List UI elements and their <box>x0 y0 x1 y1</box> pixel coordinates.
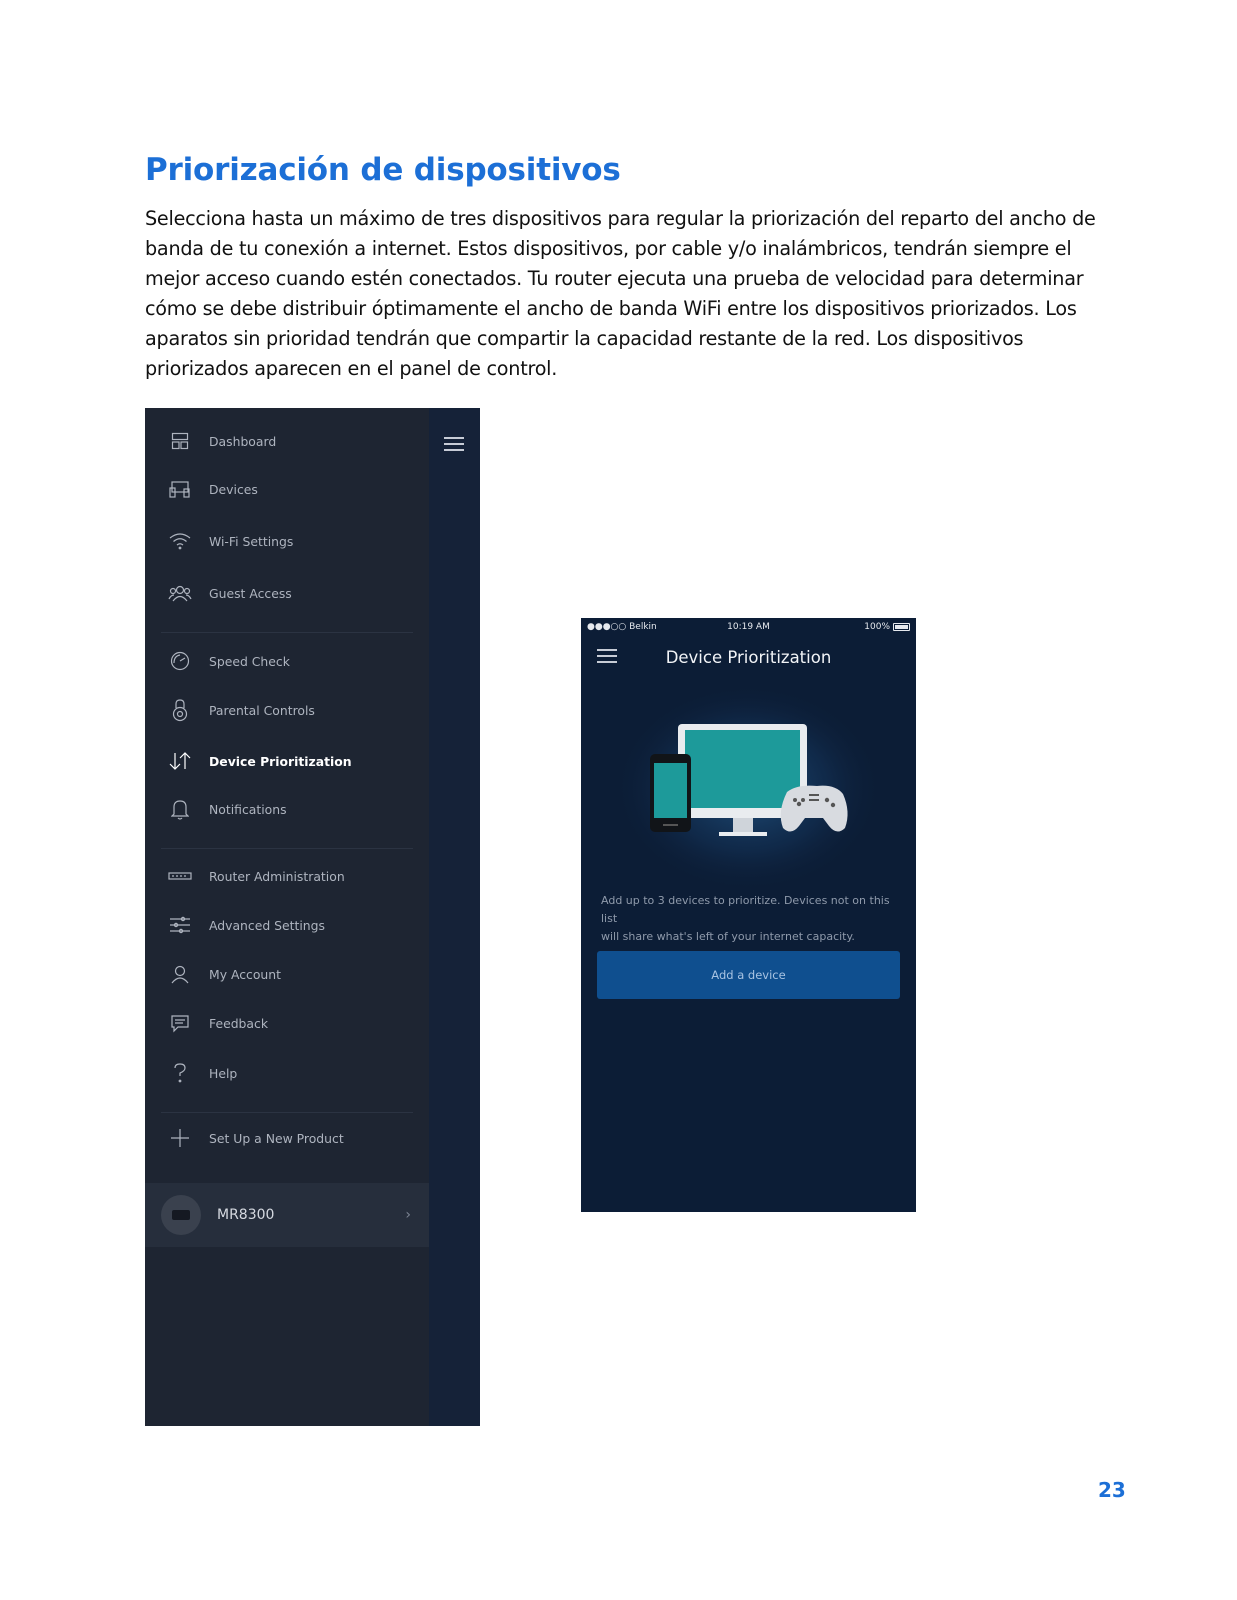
router-avatar <box>161 1195 201 1235</box>
menu-item-help[interactable] <box>165 1060 425 1086</box>
menu-item-dashboard[interactable] <box>165 428 425 454</box>
intro-paragraph <box>145 204 1125 384</box>
intro-line: aparatos sin prioridad tendrán que compartir la capacidad restante de la red. Los dispositivos <box>145 327 1024 350</box>
status-time: 10:19 AM <box>727 622 770 632</box>
menu-item-label: Wi-Fi Settings <box>209 533 294 549</box>
priority-arrows-icon <box>165 748 195 774</box>
device-row[interactable] <box>145 1183 429 1247</box>
question-icon <box>165 1060 195 1086</box>
router-icon <box>165 863 195 889</box>
intro-line: priorizados aparecen en el panel de control. <box>145 357 558 380</box>
menu-item-wifi-settings[interactable] <box>165 528 425 554</box>
menu-divider <box>161 1112 413 1113</box>
menu-item-label: Set Up a New Product <box>209 1130 344 1146</box>
menu-item-device-prioritization[interactable] <box>165 748 425 774</box>
menu-screenshot <box>145 408 480 1426</box>
menu-item-label: My Account <box>209 966 281 982</box>
bell-icon <box>165 796 195 822</box>
devices-illustration <box>611 688 886 888</box>
speedometer-icon <box>165 648 195 674</box>
guest-icon <box>165 580 195 606</box>
menu-item-set-up-new-product[interactable] <box>165 1125 425 1151</box>
menu-item-devices[interactable] <box>165 476 425 502</box>
device-name: MR8300 <box>217 1207 275 1223</box>
menu-item-label: Parental Controls <box>209 702 315 718</box>
battery-icon <box>893 623 910 631</box>
chevron-right-icon: › <box>405 1207 411 1223</box>
status-bar <box>581 618 916 636</box>
hamburger-menu-icon[interactable] <box>444 437 464 451</box>
intro-line: Selecciona hasta un máximo de tres dispositivos para regular la priorización del reparto del ancho de <box>145 207 1096 230</box>
intro-line: cómo se debe distribuir óptimamente el ancho de banda WiFi entre los dispositivos priorizados. Los <box>145 297 1077 320</box>
menu-divider <box>161 632 413 633</box>
menu-item-label: Notifications <box>209 801 287 817</box>
screen-title: Device Prioritization <box>665 648 832 667</box>
message-line: Add up to 3 devices to prioritize. Devices not on this list <box>601 894 890 925</box>
menu-item-label: Feedback <box>209 1015 269 1031</box>
dashboard-icon <box>165 428 195 454</box>
wifi-icon <box>165 528 195 554</box>
prioritize-message <box>601 892 901 946</box>
user-icon <box>165 961 195 987</box>
menu-item-label: Devices <box>209 481 258 497</box>
menu-item-advanced-settings[interactable] <box>165 912 425 938</box>
menu-side-strip <box>429 408 480 1426</box>
menu-item-label: Help <box>209 1065 238 1081</box>
intro-line: banda de tu conexión a internet. Estos dispositivos, por cable y/o inalámbricos, tendrán siempre el <box>145 237 1072 260</box>
menu-item-label: Advanced Settings <box>209 917 325 933</box>
message-line: will share what's left of your internet capacity. <box>601 930 855 943</box>
menu-item-guest-access[interactable] <box>165 580 425 606</box>
plus-icon <box>165 1125 195 1151</box>
menu-item-speed-check[interactable] <box>165 648 425 674</box>
lock-icon <box>165 697 195 723</box>
menu-item-feedback[interactable] <box>165 1010 425 1036</box>
menu-item-label: Device Prioritization <box>209 753 352 769</box>
menu-item-notifications[interactable] <box>165 796 425 822</box>
devices-icon <box>165 476 195 502</box>
carrier-label: ●●●○○ Belkin <box>587 622 657 632</box>
menu-item-parental-controls[interactable] <box>165 697 425 723</box>
menu-divider <box>161 848 413 849</box>
feedback-icon <box>165 1010 195 1036</box>
page-title: Priorización de dispositivos <box>145 152 621 188</box>
phone-screenshot <box>581 618 916 1212</box>
intro-line: mejor acceso cuando estén conectados. Tu router ejecuta una prueba de velocidad para determinar <box>145 267 1084 290</box>
menu-item-router-administration[interactable] <box>165 863 425 889</box>
add-device-button[interactable]: Add a device <box>597 951 900 999</box>
menu-item-label: Router Administration <box>209 868 345 884</box>
menu-item-my-account[interactable] <box>165 961 425 987</box>
sliders-icon <box>165 912 195 938</box>
battery-percent: 100% <box>864 622 890 632</box>
page-number: 23 <box>1098 1478 1126 1502</box>
menu-item-label: Dashboard <box>209 433 277 449</box>
menu-item-label: Speed Check <box>209 653 290 669</box>
menu-item-label: Guest Access <box>209 585 292 601</box>
